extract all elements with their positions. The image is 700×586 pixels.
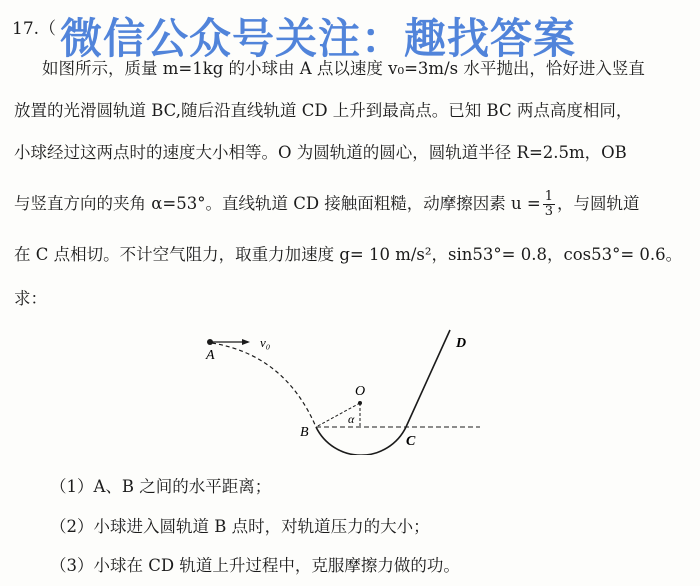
sub-question-3: （3）小球在 CD 轨道上升过程中，克服摩擦力做的功。 xyxy=(50,556,460,575)
diagram-svg xyxy=(190,325,490,455)
label-alpha: α xyxy=(348,412,355,426)
problem-line-4-start: 与竖直方向的夹角 α=53°。直线轨道 CD 接触面粗糙，动摩擦因素 u = xyxy=(14,194,541,213)
problem-line-4 xyxy=(14,190,690,219)
label-d: D xyxy=(456,336,467,351)
label-b: B xyxy=(300,425,309,440)
label-c: C xyxy=(406,434,416,449)
problem-line-6: 求： xyxy=(14,289,47,308)
center-o xyxy=(358,401,362,405)
trajectory-diagram xyxy=(190,325,490,455)
projectile-path xyxy=(212,343,316,427)
problem-line-5: 在 C 点相切。不计空气阻力，取重力加速度 g= 10 m/s²，sin53°= 0.8，cos53°= 0.6。 xyxy=(14,245,683,264)
friction-coefficient-fraction xyxy=(543,190,555,219)
question-number: 17.（ xyxy=(12,19,57,39)
sub-question-2: （2）小球进入圆轨道 B 点时，对轨道压力的大小； xyxy=(50,517,430,536)
velocity-arrowhead xyxy=(242,339,250,345)
problem-line-1: 如图所示，质量 m=1kg 的小球由 A 点以速度 v₀=3m/s 水平抛出，恰好进入竖直 xyxy=(42,59,645,78)
circular-track xyxy=(316,427,406,455)
fraction-denominator: 3 xyxy=(544,204,554,219)
problem-line-3: 小球经过这两点时的速度大小相等。O 为圆轨道的圆心，圆轨道半径 R=2.5m，OB xyxy=(14,143,627,162)
problem-line-4-end: ，与圆轨道 xyxy=(557,194,640,213)
label-a: A xyxy=(206,348,215,363)
watermark-text: 微信公众号关注：趣找答案 xyxy=(60,14,577,63)
straight-track-cd xyxy=(406,330,450,427)
sub-question-1: （1）A、B 之间的水平距离； xyxy=(50,477,272,496)
problem-line-2: 放置的光滑圆轨道 BC,随后沿直线轨道 CD 上升到最高点。已知 BC 两点高度相同， xyxy=(14,101,633,120)
label-o: O xyxy=(355,384,366,399)
fraction-numerator: 1 xyxy=(544,189,554,204)
label-v0: v₀ xyxy=(260,335,271,350)
